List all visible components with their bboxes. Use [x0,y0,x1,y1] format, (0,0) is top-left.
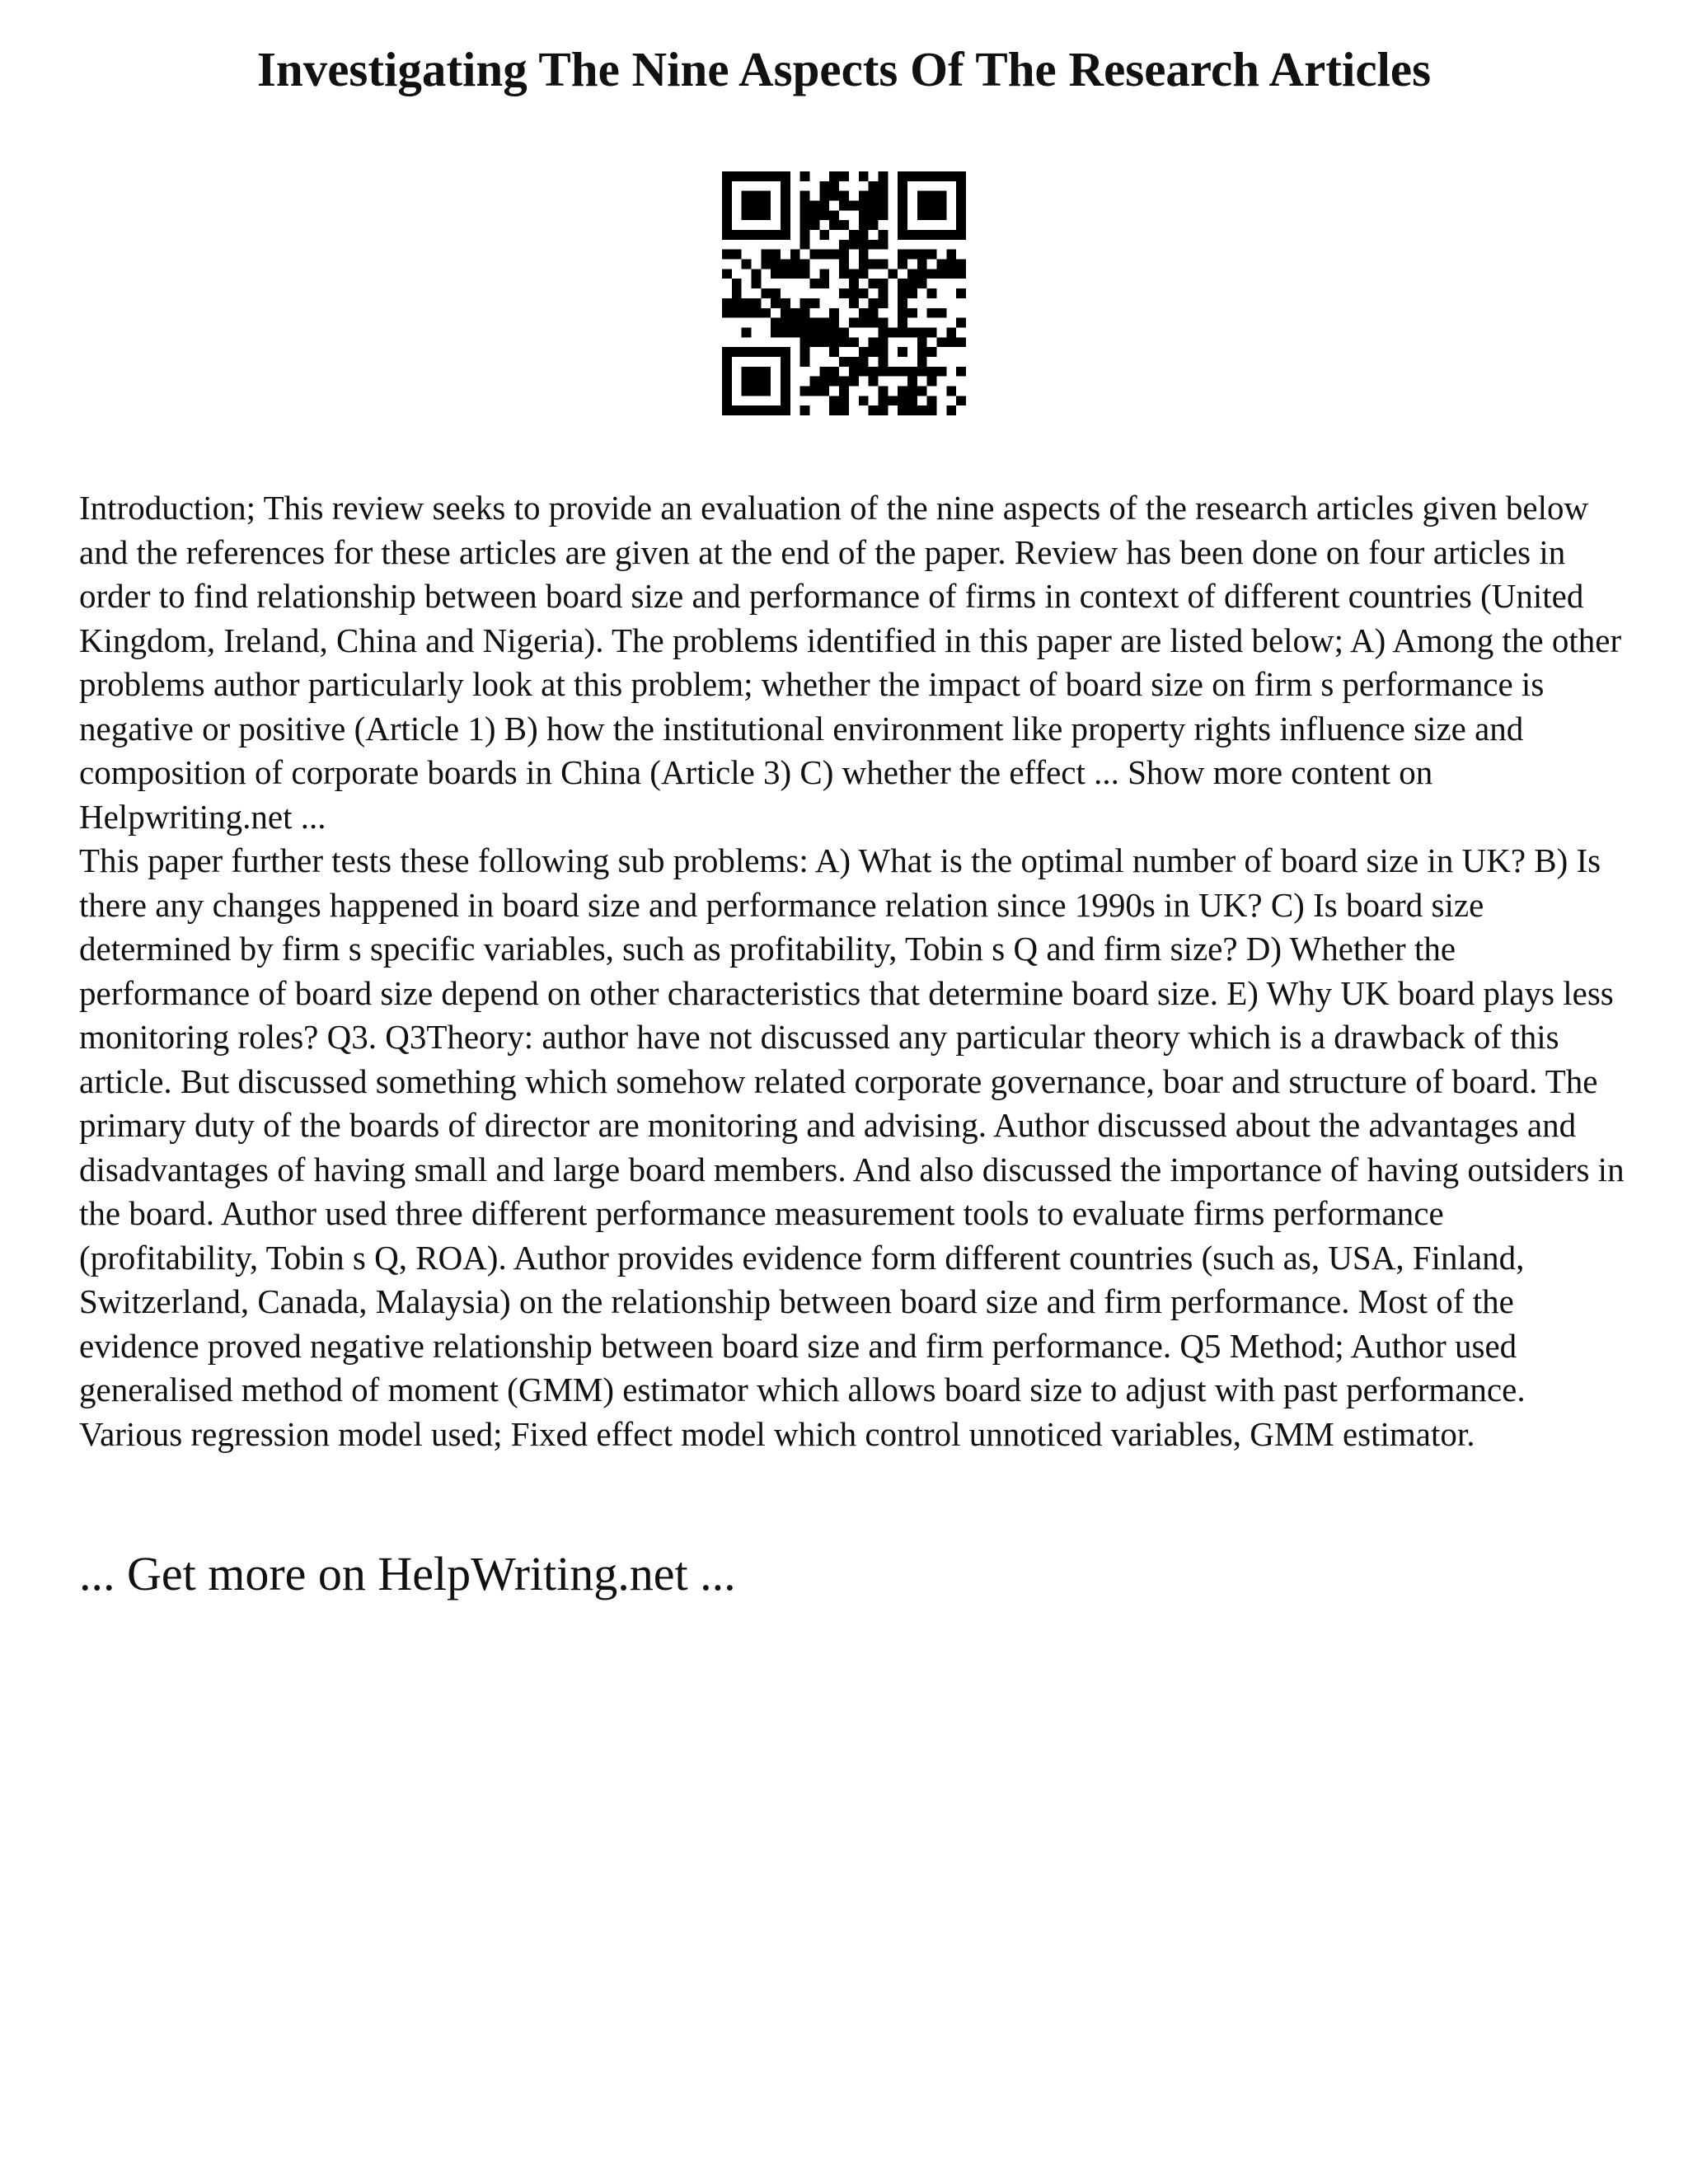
document-body [79,486,1629,1456]
get-more-link[interactable]: ... Get more on HelpWriting.net ... [79,1547,736,1601]
paragraph-introduction: Introduction; This review seeks to provide an evaluation of the nine aspects of the research articles given below and the references for these articles are given at the end of the paper. Review has been done on four articles in order to find relationship between board size and performance of firms in context of different countries (United Kingdom, Ireland, China and Nigeria). The problems identified in this paper are listed below; A) Among the other problems author particularly look at this problem; whether the impact of board size on firm s performance is negative or positive (Article 1) B) how the institutional environment like property rights influence size and composition of corporate boards in China (Article 3) C) whether the effect ... Show more content on Helpwriting.net ... [79,489,1622,836]
page-title: Investigating The Nine Aspects Of The Research Articles [256,42,1432,96]
qr-code-icon [722,171,966,415]
paragraph-sub-problems: This paper further tests these following sub problems: A) What is the optimal number of board size in UK? B) Is there any changes happened in board size and performance relation since 1990s in UK? C) Is board size determined by firm s specific variables, such as profitability, Tobin s Q and firm size? D) Whether the performance of board size depend on other characteristics that determine board size. E) Why UK board plays less monitoring roles? Q3. Q3Theory: author have not discussed any particular theory which is a drawback of this article. But discussed something which somehow related corporate governance, boar and structure of board. The primary duty of the boards of director are monitoring and advising. Author discussed about the advantages and disadvantages of having small and large board members. And also discussed the importance of having outsiders in the board. Author used three different performance measurement tools to evaluate firms performance (profitability, Tobin s Q, ROA). Author provides evidence form different countries (such as, USA, Finland, Switzerland, Canada, Malaysia) on the relationship between board size and firm performance. Most of the evidence proved negative relationship between board size and firm performance. Q5 Method; Author used generalised method of moment (GMM) estimator which allows board size to adjust with past performance. Various regression model used; Fixed effect model which control unnoticed variables, GMM estimator. [79,841,1625,1453]
